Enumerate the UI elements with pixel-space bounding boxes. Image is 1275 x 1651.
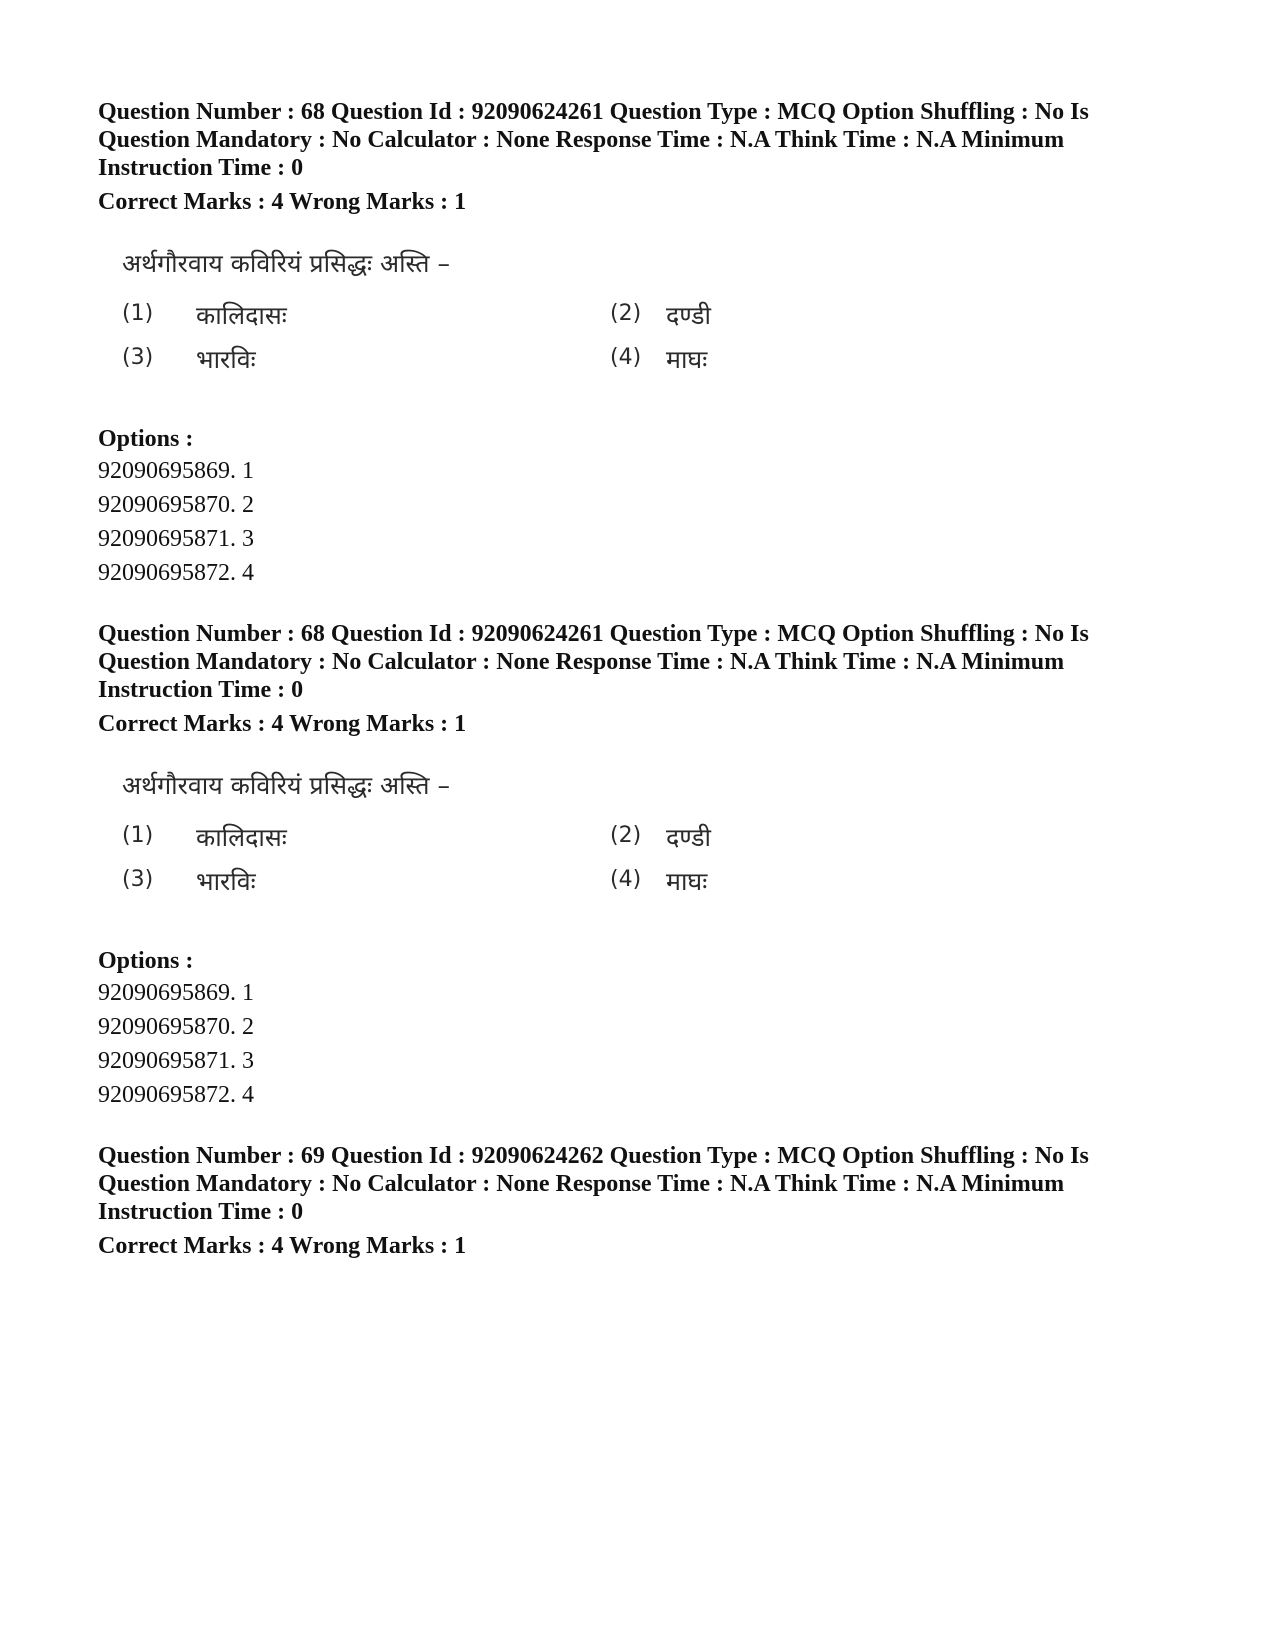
option-item: 92090695871. 3 — [98, 526, 254, 552]
choice-number: (2) — [610, 301, 642, 326]
question-meta-line: Instruction Time : 0 — [98, 677, 304, 703]
question-meta-line: Instruction Time : 0 — [98, 155, 304, 181]
question-meta-line: Question Number : 68 Question Id : 92090624261 Question Type : MCQ Option Shuffling : No Is — [98, 99, 1089, 125]
question-meta-line: Question Mandatory : No Calculator : None Response Time : N.A Think Time : N.A Minimum — [98, 1171, 1065, 1197]
choice-number: (4) — [610, 345, 642, 370]
option-item: 92090695872. 4 — [98, 560, 254, 586]
option-item: 92090695871. 3 — [98, 1048, 254, 1074]
choice-number: (4) — [610, 867, 642, 892]
option-item: 92090695869. 1 — [98, 458, 254, 484]
question-meta-line: Instruction Time : 0 — [98, 1199, 304, 1225]
marks-line: Correct Marks : 4 Wrong Marks : 1 — [98, 189, 467, 215]
question-content — [98, 246, 1178, 396]
choice-number: (3) — [122, 345, 154, 370]
choice-text: दण्डी — [666, 823, 712, 852]
marks-line: Correct Marks : 4 Wrong Marks : 1 — [98, 711, 467, 737]
question-block-1 — [98, 98, 1178, 590]
options-list — [98, 946, 1178, 1112]
marks-line: Correct Marks : 4 Wrong Marks : 1 — [98, 1233, 467, 1259]
options-title: Options : — [98, 426, 194, 452]
question-block-2 — [98, 620, 1178, 1112]
choice-text: दण्डी — [666, 301, 712, 330]
option-item: 92090695869. 1 — [98, 980, 254, 1006]
choice-text: भारविः — [196, 867, 256, 896]
choice-number: (3) — [122, 867, 154, 892]
choice-text: कालिदासः — [196, 823, 287, 852]
choice-number: (2) — [610, 823, 642, 848]
options-title: Options : — [98, 948, 194, 974]
choice-text: कालिदासः — [196, 301, 287, 330]
question-block-3 — [98, 1142, 1178, 1260]
options-list — [98, 424, 1178, 590]
question-meta-line: Question Number : 68 Question Id : 92090624261 Question Type : MCQ Option Shuffling : No Is — [98, 621, 1089, 647]
option-item: 92090695870. 2 — [98, 1014, 254, 1040]
question-meta-line: Question Number : 69 Question Id : 92090624262 Question Type : MCQ Option Shuffling : No Is — [98, 1143, 1089, 1169]
choice-number: (1) — [122, 301, 154, 326]
question-content — [98, 768, 1178, 918]
question-meta-line: Question Mandatory : No Calculator : None Response Time : N.A Think Time : N.A Minimum — [98, 127, 1065, 153]
question-meta-line: Question Mandatory : No Calculator : None Response Time : N.A Think Time : N.A Minimum — [98, 649, 1065, 675]
option-item: 92090695872. 4 — [98, 1082, 254, 1108]
choice-text: माघः — [666, 867, 708, 896]
option-item: 92090695870. 2 — [98, 492, 254, 518]
question-stem: अर्थगौरवाय कविरियं प्रसिद्धः अस्ति – — [122, 771, 450, 800]
choice-number: (1) — [122, 823, 154, 848]
choice-text: भारविः — [196, 345, 256, 374]
question-stem: अर्थगौरवाय कविरियं प्रसिद्धः अस्ति – — [122, 249, 450, 278]
choice-text: माघः — [666, 345, 708, 374]
